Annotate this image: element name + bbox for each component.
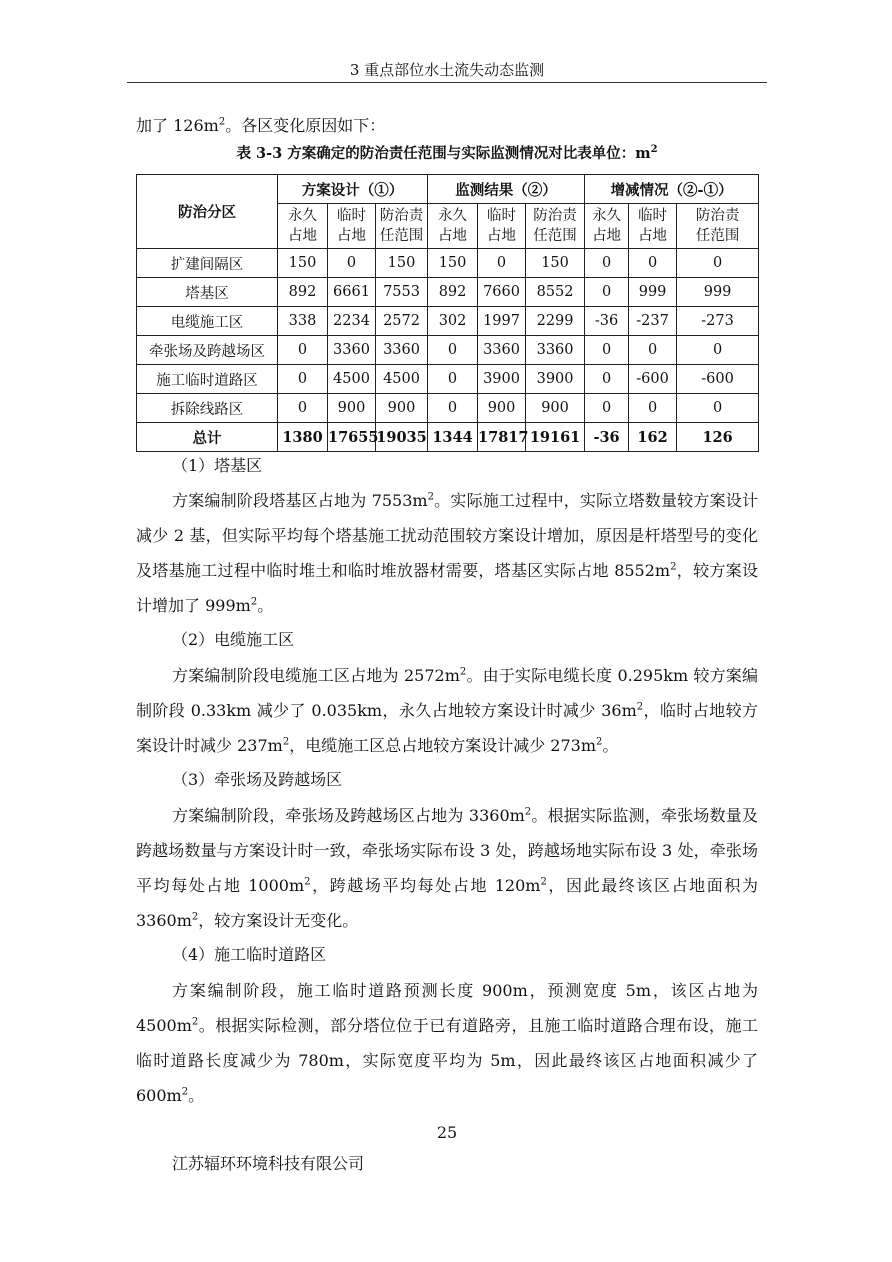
value-cell: -237 bbox=[629, 307, 677, 336]
total-value-cell: 17655 bbox=[328, 423, 376, 452]
sub-header-8: 防治责 任范围 bbox=[677, 204, 759, 249]
value-cell: 0 bbox=[585, 278, 629, 307]
total-value-cell: 19035 bbox=[376, 423, 428, 452]
value-cell: 900 bbox=[328, 394, 376, 423]
value-cell: 1997 bbox=[478, 307, 526, 336]
value-cell: 0 bbox=[677, 336, 759, 365]
value-cell: 0 bbox=[278, 394, 328, 423]
value-cell: 150 bbox=[376, 249, 428, 278]
value-cell: 3360 bbox=[478, 336, 526, 365]
value-cell: 8552 bbox=[526, 278, 585, 307]
intro-line: 加了 $126m^2$。各区变化原因如下： bbox=[136, 116, 386, 135]
table-total-row bbox=[137, 423, 759, 452]
value-cell: 3900 bbox=[526, 365, 585, 394]
value-cell: -600 bbox=[677, 365, 759, 394]
value-cell: 2572 bbox=[376, 307, 428, 336]
value-cell: 3900 bbox=[478, 365, 526, 394]
section-1-heading: （1）塔基区 bbox=[172, 456, 263, 475]
running-header: 3 重点部位水土流失动态监测 bbox=[349, 61, 545, 79]
value-cell: 0 bbox=[585, 365, 629, 394]
value-cell: 3360 bbox=[526, 336, 585, 365]
section-2-paragraph: 方案编制阶段电缆施工区占地为 $2572m^2$。由于实际电缆长度 0.295km 较方案编制阶段 0.33km 减少了 0.035km，永久占地较方案设计时减少 $36m^2$，临时占地较方案设计时减少 $237m^2$，电缆施工区总占地较方案设计减少 $273m^2$。 bbox=[136, 666, 758, 755]
company-name: 江苏辐环环境科技有限公司 bbox=[172, 1154, 365, 1173]
group-header-plan: 方案设计（①） bbox=[278, 175, 428, 204]
value-cell: 0 bbox=[629, 249, 677, 278]
total-value-cell: 1380 bbox=[278, 423, 328, 452]
value-cell: 4500 bbox=[376, 365, 428, 394]
value-cell: 3360 bbox=[376, 336, 428, 365]
value-cell: 892 bbox=[278, 278, 328, 307]
total-value-cell: 1344 bbox=[428, 423, 478, 452]
value-cell: 338 bbox=[278, 307, 328, 336]
value-cell: 892 bbox=[428, 278, 478, 307]
value-cell: 900 bbox=[526, 394, 585, 423]
value-cell: 0 bbox=[677, 394, 759, 423]
value-cell: 150 bbox=[428, 249, 478, 278]
value-cell: 302 bbox=[428, 307, 478, 336]
section-4-heading: （4）施工临时道路区 bbox=[172, 945, 327, 964]
value-cell: 150 bbox=[526, 249, 585, 278]
value-cell: 0 bbox=[278, 336, 328, 365]
value-cell: 7553 bbox=[376, 278, 428, 307]
value-cell: 0 bbox=[585, 249, 629, 278]
section-1-paragraph: 方案编制阶段塔基区占地为 $7553m^2$。实际施工过程中，实际立塔数量较方案设计减少 2 基，但实际平均每个塔基施工扰动范围较方案设计增加，原因是杆塔型号的变化及塔基施工过程中临时堆土和临时堆放器材需要，塔基区实际占地 $8552m^2$，较方案设计增加了 $999m^2$。 bbox=[136, 491, 758, 615]
value-cell: 4500 bbox=[328, 365, 376, 394]
total-value-cell: -36 bbox=[585, 423, 629, 452]
sub-header-0: 永久 占地 bbox=[278, 204, 328, 249]
value-cell: 0 bbox=[629, 336, 677, 365]
zone-name-cell: 拆除线路区 bbox=[137, 394, 278, 423]
section-4-paragraph: 方案编制阶段，施工临时道路预测长度 900m，预测宽度 5m，该区占地为 $4500m^2$。根据实际检测，部分塔位位于已有道路旁，且施工临时道路合理布设，施工临时道路长度减少为 780m，实际宽度平均为 5m，因此最终该区占地面积减少了 $600m^2$。 bbox=[136, 981, 758, 1105]
section-3-paragraph: 方案编制阶段，牵张场及跨越场区占地为 $3360m^2$。根据实际监测，牵张场数量及跨越场数量与方案设计时一致，牵张场实际布设 3 处，跨越场地实际布设 3 处，牵张场平均每处占地 $1000m^2$，跨越场平均每处占地 $120m^2$，因此最终该区占地面积为 $3360m^2$，较方案设计无变化。 bbox=[136, 806, 758, 930]
table-row bbox=[137, 307, 759, 336]
value-cell: 0 bbox=[278, 365, 328, 394]
header-rule bbox=[127, 82, 767, 83]
section-3-heading: （3）牵张场及跨越场区 bbox=[172, 770, 343, 789]
total-value-cell: 162 bbox=[629, 423, 677, 452]
sub-header-6: 永久 占地 bbox=[585, 204, 629, 249]
sub-header-2: 防治责 任范围 bbox=[376, 204, 428, 249]
table-row bbox=[137, 278, 759, 307]
value-cell: 7660 bbox=[478, 278, 526, 307]
value-cell: 2234 bbox=[328, 307, 376, 336]
table-caption: 表 3-3 方案确定的防治责任范围与实际监测情况对比表单位：$m^2$ bbox=[236, 144, 658, 162]
table-row bbox=[137, 394, 759, 423]
table-row bbox=[137, 365, 759, 394]
value-cell: 999 bbox=[629, 278, 677, 307]
header-zone: 防治分区 bbox=[137, 175, 278, 249]
value-cell: 3360 bbox=[328, 336, 376, 365]
value-cell: 0 bbox=[677, 249, 759, 278]
sub-header-1: 临时 占地 bbox=[328, 204, 376, 249]
value-cell: 0 bbox=[328, 249, 376, 278]
sub-header-4: 临时 占地 bbox=[478, 204, 526, 249]
sub-header-5: 防治责 任范围 bbox=[526, 204, 585, 249]
zone-name-cell: 塔基区 bbox=[137, 278, 278, 307]
group-header-monitor: 监测结果（②） bbox=[428, 175, 585, 204]
value-cell: 999 bbox=[677, 278, 759, 307]
value-cell: -600 bbox=[629, 365, 677, 394]
value-cell: 0 bbox=[428, 394, 478, 423]
value-cell: 0 bbox=[428, 365, 478, 394]
value-cell: 0 bbox=[629, 394, 677, 423]
value-cell: -273 bbox=[677, 307, 759, 336]
group-header-diff: 增减情况（②-①） bbox=[585, 175, 759, 204]
value-cell: 0 bbox=[428, 336, 478, 365]
value-cell: 0 bbox=[478, 249, 526, 278]
page-number: 25 bbox=[436, 1123, 458, 1142]
zone-name-cell: 施工临时道路区 bbox=[137, 365, 278, 394]
total-value-cell: 17817 bbox=[478, 423, 526, 452]
sub-header-3: 永久 占地 bbox=[428, 204, 478, 249]
value-cell: 0 bbox=[585, 394, 629, 423]
total-value-cell: 19161 bbox=[526, 423, 585, 452]
zone-name-cell: 扩建间隔区 bbox=[137, 249, 278, 278]
total-label-cell: 总计 bbox=[137, 423, 278, 452]
comparison-table bbox=[136, 174, 759, 452]
section-2-heading: （2）电缆施工区 bbox=[172, 630, 295, 649]
table-row bbox=[137, 336, 759, 365]
value-cell: 900 bbox=[478, 394, 526, 423]
zone-name-cell: 电缆施工区 bbox=[137, 307, 278, 336]
value-cell: 900 bbox=[376, 394, 428, 423]
value-cell: 150 bbox=[278, 249, 328, 278]
zone-name-cell: 牵张场及跨越场区 bbox=[137, 336, 278, 365]
value-cell: 2299 bbox=[526, 307, 585, 336]
value-cell: 6661 bbox=[328, 278, 376, 307]
value-cell: -36 bbox=[585, 307, 629, 336]
sub-header-7: 临时 占地 bbox=[629, 204, 677, 249]
value-cell: 0 bbox=[585, 336, 629, 365]
table-row bbox=[137, 249, 759, 278]
total-value-cell: 126 bbox=[677, 423, 759, 452]
